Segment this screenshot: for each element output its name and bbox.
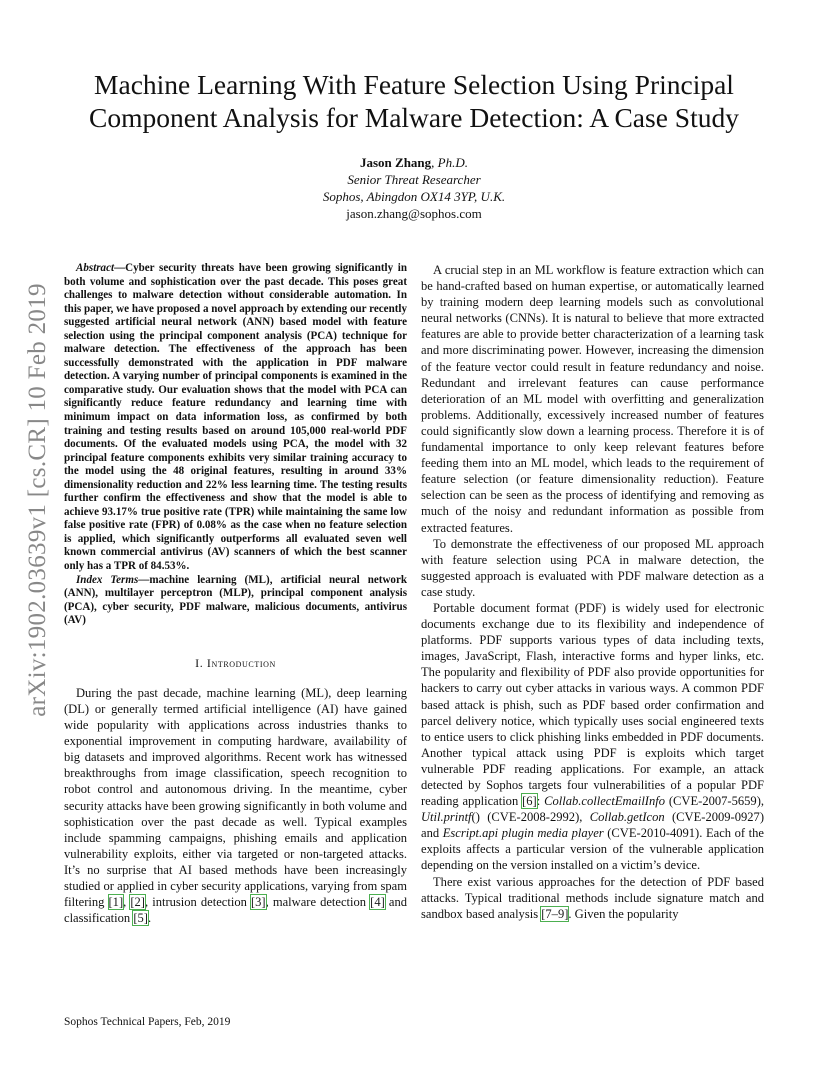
- left-column: [64, 262, 407, 926]
- abstract-lead: Abstract: [76, 262, 115, 274]
- author-block: [214, 154, 614, 222]
- intro-paragraph-5: There exist various approaches for the detection of PDF based attacks. Typical traditional methods include signature match and sandbox based analysis [7–9]. Given the popularity: [421, 874, 764, 921]
- api-name-4: Escript.api plugin media player: [442, 826, 604, 841]
- index-terms: [64, 574, 407, 628]
- intro-paragraph-1: During the past decade, machine learning (ML), deep learning (DL) or generally termed artificial intelligence (AI) have gained wide popularity with applications across industries thanks to exponential improvement in computing hardware, availability of big datasets and improved algorithms. Recent work has witnessed breakthroughs from image classification, speech recognition to robot control and autonomous driving. In the meantime, cyber security attacks have been growing significantly in both volume and sophistication over the past decade as well. Typical examples include spamming campaigns, phishing emails and application vulnerability exploits, either via targeted or non-targeted attacks. It’s no surprise that AI based methods have been increasingly studied or applied in cyber security applications, varying from spam filtering [1], [2], intrusion detection [3], malware detection [4] and classification [5].: [64, 685, 407, 926]
- index-terms-lead: Index Terms: [76, 573, 139, 586]
- author-affiliation: Sophos, Abingdon OX14 3YP, U.K.: [322, 189, 506, 204]
- citation-6[interactable]: [6]: [522, 794, 537, 809]
- citation-1[interactable]: [1]: [108, 895, 124, 910]
- author-role: Senior Threat Researcher: [347, 172, 481, 187]
- author-email: jason.zhang@sophos.com: [346, 206, 482, 221]
- citation-4[interactable]: [4]: [370, 895, 385, 910]
- author-name: Jason Zhang: [359, 155, 432, 170]
- right-column: [421, 262, 764, 922]
- paper-title: Machine Learning With Feature Selection Using Principal Component Analysis for Malware Detection: A Case Study: [89, 69, 739, 133]
- citation-3[interactable]: [3]: [250, 895, 266, 910]
- abstract: [64, 262, 407, 574]
- intro-paragraph-4: Portable document format (PDF) is widely used for electronic documents exchange due to its flexibility and independence of platforms. PDF supports various types of data including texts, images, JavaScript, Flash, interactive forms and hyper links, etc. The popularity and flexibility of PDF also provide opportunities for hackers to carry out cyber attacks in various ways. A common PDF based attack is phish, such as PDF based order confirmation and parcel delivery notice, which typically uses social engineered texts to entice users to click phishing links embedded in PDF documents. Another typical attack using PDF is exploits which target vulnerable PDF reading applications. For example, an attack detected by Sophos targets four vulnerabilities of a popular PDF reading application [6]: Collab.collectEmailInfo (CVE-2007-5659), Util.printf() (CVE-2008-2992), Collab.getIcon (CVE-2009-0927) and Escript.api plugin media player (CVE-2010-4091). Each of the exploits affects a particular version of the vulnerable application depending on the version installed on a victim’s device.: [421, 600, 765, 873]
- arxiv-sidebar-stamp: [18, 240, 58, 760]
- arxiv-id: arXiv:1902.03639v1 [cs.CR] 10 Feb 2019: [24, 283, 51, 717]
- author-line: [214, 154, 614, 171]
- section-heading-introduction: I. Introduction: [195, 655, 276, 670]
- citation-5[interactable]: [5]: [133, 911, 148, 926]
- api-name-1: Collab.collectEmailInfo: [544, 794, 666, 809]
- citation-7-9[interactable]: [7–9]: [541, 906, 569, 921]
- intro-paragraph-2: A crucial step in an ML workflow is feature extraction which can be hand-crafted based on human expertise, or automatically learned by training modern deep learning models such as convolutional neural networks (CNNs). It is natural to believe that more extracted features are able to provide better characterization of a learning task and more discriminating power. However, increasing the dimension of the feature vector could result in feature redundancy and noise. Redundant and irrelevant features can cause performance deterioration of an ML model with overfitting and generalization problems. Additionally, excessively increased number of features could significantly slow down a learning process. Therefore it is of fundamental importance to only keep relevant features before feeding them into an ML model, which leads to the requirement of feature selection (or feature dimensionality reduction). Feature selection can be seen as the process of identifying and removing as much of the noisy and redundant information as possible from extracted features.: [421, 263, 764, 535]
- abstract-text: —Cyber security threats have been growing significantly in both volume and sophistication over the past decade. This poses great challenges to malware detection without considerable automation. In this paper, we have proposed a novel approach by extending our recently suggested artificial neural network (ANN) based model with feature selection using the principal component analysis (PCA) technique for malware detection. The effectiveness of the approach has been successfully demonstrated with the application in PDF malware detection. A varying number of principal components is examined in the comparative study. Our evaluation shows that the model with PCA can significantly reduce feature redundancy and learning time with minimum impact on data information loss, as confirmed by both training and testing results based on around 105,000 real-world PDF documents. Of the evaluated models using PCA, the model with 32 principal feature components exhibits very similar training accuracy to the model using the 48 original features, resulting in around 33% dimensionality reduction and 22% less learning time. The testing results further confirm the effectiveness and show that the model is able to achieve 93.17% true positive rate (TPR) while maintaining the same low false positive rate (FPR) of 0.08% as the case when no feature selection is applied, which significantly outperforms all evaluated seven well known commercial antivirus (AV) scanners of which the best scanner only has a TPR of 84.53%.: [64, 262, 407, 573]
- intro-paragraph-3: To demonstrate the effectiveness of our proposed ML approach with feature selection using PCA in malware detection, the suggested approach is evaluated with PDF malware detection as a case study.: [421, 536, 764, 599]
- index-terms-text: —machine learning (ML), artificial neural network (ANN), multilayer perceptron (MLP), principal component analysis (PCA), cyber security, PDF malware, malicious documents, antivirus (AV): [64, 573, 408, 627]
- api-name-3: Collab.getIcon: [589, 810, 665, 825]
- author-degree: , Ph.D.: [431, 155, 468, 170]
- citation-2[interactable]: [2]: [130, 895, 145, 910]
- page-footer: Sophos Technical Papers, Feb, 2019: [64, 1016, 231, 1028]
- api-name-2: Util.printf: [421, 810, 472, 825]
